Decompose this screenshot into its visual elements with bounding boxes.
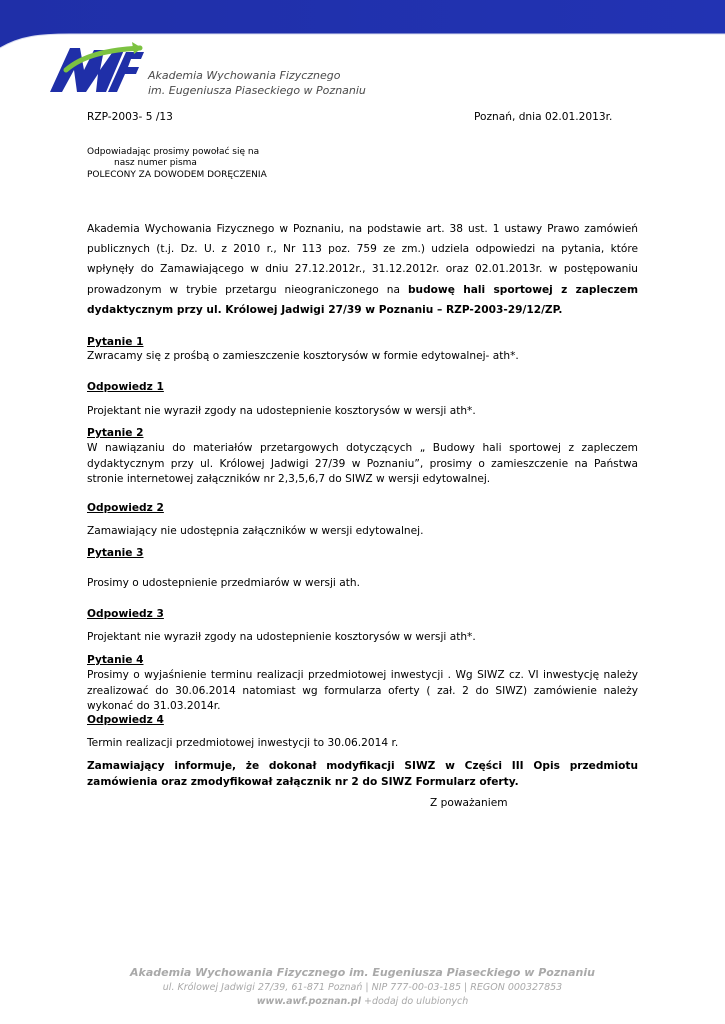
question-2-text: W nawiązaniu do materiałów przetargowych dotyczących „ Budowy hali sportowej z zapleczem dydaktycznym przy ul. Królowej Jadwigi 27/39 w Poznaniu”, prosimy o zamieszczenie na Państwa stronie internetowej załączników nr 2,3,5,6,7 do SIWZ w wersji edytowalnej. — [87, 442, 638, 485]
answer-4-text: Termin realizacji przedmiotowej inwestycji to 30.06.2014 r. — [87, 737, 399, 749]
intro-text: Akademia Wychowania Fizycznego w Poznaniu, na podstawie art. 38 ust. 1 ustawy Prawo zamówień publicznych (t.j. Dz. U. z 2010 r., Nr 113 poz. 759 ze zm.) udziela odpowiedzi na pytania, które wpłynęły do Zamawiającego w dniu 27.12.2012r., 31.12.2012r. oraz 02.01.2013r. w postępowaniu prowadzonym w trybie przetargu nieograniczonego na — [87, 223, 638, 296]
intro-paragraph — [87, 219, 638, 320]
reply-note-line3: POLECONY ZA DOWODEM DORĘCZENIA — [87, 170, 267, 180]
question-3-text: Prosimy o udostepnienie przedmiarów w wersji ath. — [87, 577, 360, 589]
logo-caption-line2: im. Eugeniusza Piaseckiego w Poznaniu — [148, 84, 366, 97]
answer-3-heading: Odpowiedz 3 — [87, 608, 164, 620]
answer-4-heading: Odpowiedz 4 — [87, 714, 164, 726]
answer-3-text: Projektant nie wyraził zgody na udostepnienie kosztorysów w wersji ath*. — [87, 631, 476, 643]
footer-address: ul. Królowej Jadwigi 27/39, 61-871 Poznań | NIP 777-00-03-185 | REGON 000327853 — [162, 982, 563, 993]
closing-notice: Zamawiający informuje, że dokonał modyfikacji SIWZ w Części III Opis przedmiotu zamówienia oraz zmodyfikował załącznik nr 2 do SIWZ Formularz oferty. — [87, 760, 638, 788]
question-1-text: Zwracamy się z prośbą o zamieszczenie kosztorysów w formie edytowalnej- ath*. — [87, 350, 519, 362]
question-4-text: Prosimy o wyjaśnienie terminu realizacji przedmiotowej inwestycji . Wg SIWZ cz. VI inwestycję należy zrealizować do 30.06.2014 natomiast wg formularza oferty ( zał. 2 do SIWZ) zamówienie należy wykonać do 31.03.2014r. — [87, 669, 638, 712]
answer-1-heading: Odpowiedz 1 — [87, 381, 164, 393]
signoff: Z poważaniem — [430, 797, 508, 809]
footer-web — [0, 996, 725, 1007]
footer-bookmark-link[interactable]: +dodaj do ulubionych — [364, 996, 469, 1007]
letterhead-banner — [0, 0, 725, 118]
footer-website-link[interactable]: www.awf.poznan.pl — [256, 996, 361, 1007]
answer-2-text: Zamawiający nie udostępnia załączników w wersji edytowalnej. — [87, 525, 424, 537]
logo-caption — [148, 68, 366, 98]
question-4-heading: Pytanie 4 — [87, 654, 144, 666]
awf-logo-icon — [44, 40, 146, 98]
place-and-date: Poznań, dnia 02.01.2013r. — [474, 111, 613, 123]
logo-caption-line1: Akademia Wychowania Fizycznego — [148, 69, 341, 82]
answer-2-heading: Odpowiedz 2 — [87, 502, 164, 514]
reference-number: RZP-2003- 5 /13 — [87, 111, 173, 123]
question-3-heading: Pytanie 3 — [87, 547, 144, 559]
intro-subject-bold: budowę hali sportowej z zapleczem dydaktycznym przy ul. Królowej Jadwigi 27/39 w Poznaniu – RZP-2003-29/12/ZP. — [87, 283, 638, 316]
question-2-heading: Pytanie 2 — [87, 427, 144, 439]
reply-note-line2: nasz numer pisma — [114, 158, 197, 168]
answer-1-text: Projektant nie wyraził zgody na udostepnienie kosztorysów w wersji ath*. — [87, 405, 476, 417]
question-1-heading: Pytanie 1 — [87, 336, 144, 348]
footer-institution: Akademia Wychowania Fizycznego im. Eugeniusza Piaseckiego w Poznaniu — [130, 966, 595, 979]
reply-note-line1: Odpowiadając prosimy powołać się na — [87, 147, 260, 157]
